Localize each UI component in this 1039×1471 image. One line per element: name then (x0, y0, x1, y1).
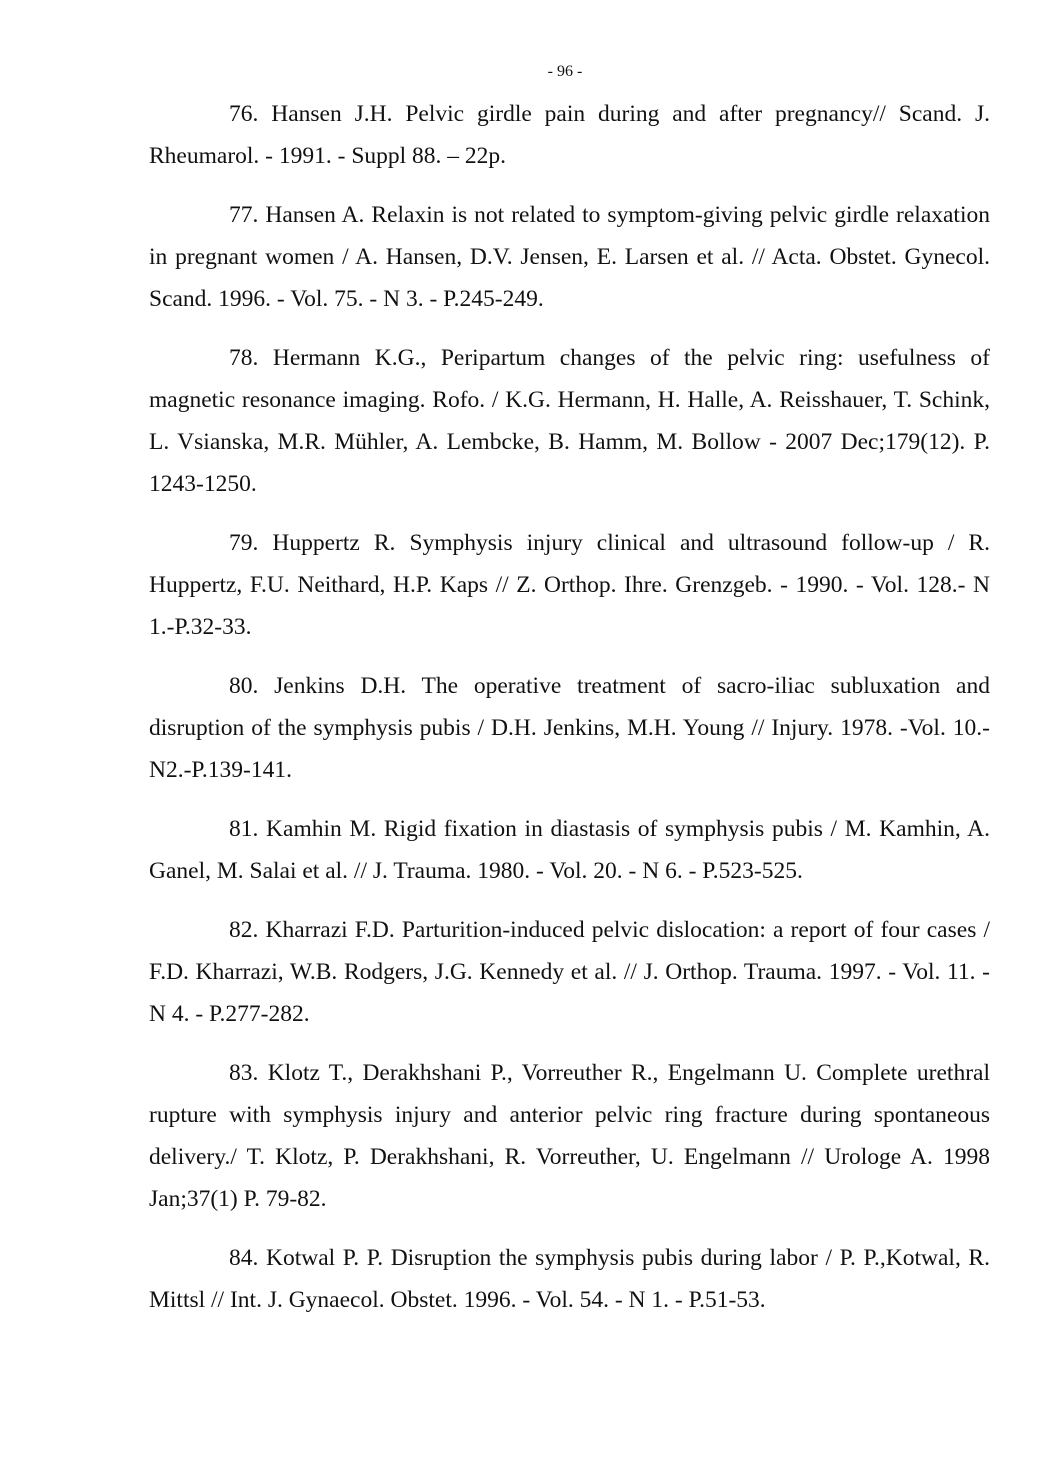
reference-item-82: 82. Kharrazi F.D. Parturition-induced pelvic dislocation: a report of four cases / F.D. Kharrazi, W.B. Rodgers, J.G. Kennedy et al. // J. Orthop. Trauma. 1997. - Vol. 11. - N 4. - P.277-282. (149, 917, 990, 1027)
reference-item-84: 84. Kotwal P. P. Disruption the symphysis pubis during labor / P. P.,Kotwal, R. Mittsl // Int. J. Gynaecol. Obstet. 1996. - Vol. 54. - N 1. - P.51-53. (149, 1245, 990, 1313)
reference-item-79: 79. Huppertz R. Symphysis injury clinical and ultrasound follow-up / R. Huppertz, F.U. Neithard, H.P. Kaps // Z. Orthop. Ihre. Grenzgeb. - 1990. - Vol. 128.- N 1.-P.32-33. (149, 530, 990, 640)
reference-item-80: 80. Jenkins D.H. The operative treatment of sacro-iliac subluxation and disruption of the symphysis pubis / D.H. Jenkins, M.H. Young // Injury. 1978. -Vol. 10.-N2.-P.139-141. (149, 673, 990, 783)
reference-item-81: 81. Kamhin M. Rigid fixation in diastasis of symphysis pubis / M. Kamhin, A. Ganel, M. Salai et al. // J. Trauma. 1980. - Vol. 20. - N 6. - P.523-525. (149, 816, 990, 884)
reference-item-76: 76. Hansen J.H. Pelvic girdle pain during and after pregnancy// Scand. J. Rheumarol. - 1991. - Suppl 88. – 22p. (149, 101, 990, 169)
reference-item-83: 83. Klotz T., Derakhshani P., Vorreuther R., Engelmann U. Complete urethral rupture with symphysis injury and anterior pelvic ring fracture during spontaneous delivery./ T. Klotz, P. Derakhshani, R. Vorreuther, U. Engelmann // Urologe A. 1998 Jan;37(1) P. 79-82. (149, 1060, 990, 1212)
reference-item-78: 78. Hermann K.G., Peripartum changes of the pelvic ring: usefulness of magnetic resonance imaging. Rofo. / K.G. Hermann, H. Halle, A. Reisshauer, T. Schink, L. Vsianska, M.R. Mühler, A. Lembcke, B. Hamm, M. Bollow - 2007 Dec;179(12). P. 1243-1250. (149, 345, 990, 497)
reference-item-77: 77. Hansen A. Relaxin is not related to symptom-giving pelvic girdle relaxation in pregnant women / A. Hansen, D.V. Jensen, E. Larsen et al. // Acta. Obstet. Gynecol. Scand. 1996. - Vol. 75. - N 3. - P.245-249. (149, 202, 990, 312)
reference-list (149, 93, 990, 1338)
page-number: - 96 - (547, 63, 583, 80)
